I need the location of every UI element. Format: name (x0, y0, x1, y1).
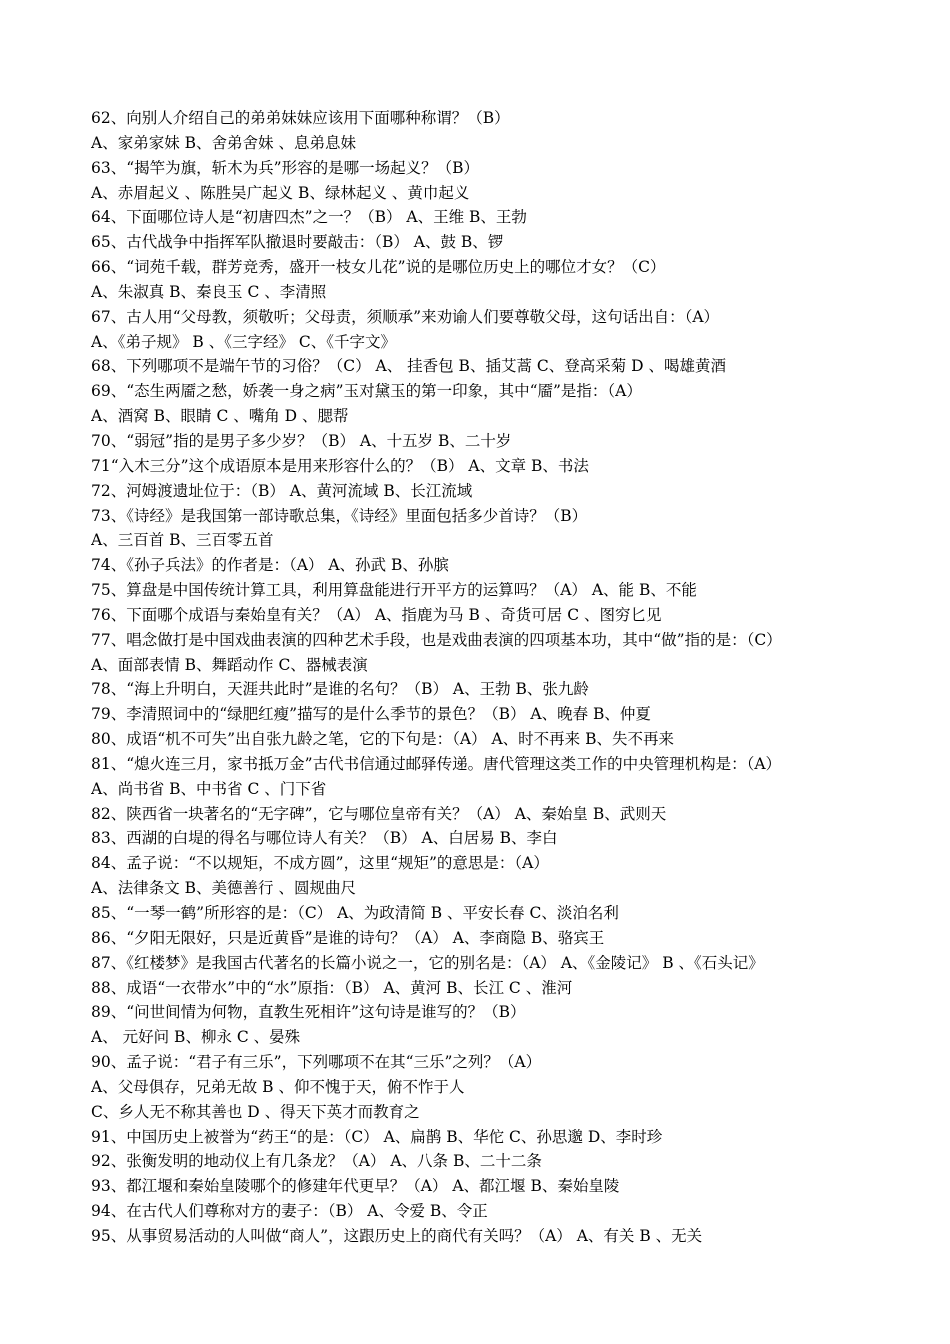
text-line: C、乡人无不称其善也 D 、得天下英才而教育之 (91, 1102, 420, 1121)
text-line: 94、在古代人们尊称对方的妻子：（B） A、令爱 B、令正 (91, 1202, 488, 1221)
text-line: 63、“揭竿为旗，斩木为兵”形容的是哪一场起义？（B） (91, 158, 479, 177)
text-line: A、赤眉起义 、陈胜吴广起义 B、绿林起义 、黄巾起义 (91, 183, 470, 202)
text-line: 74、《孙子兵法》的作者是：（A） A、孙武 B、孙膑 (91, 556, 449, 575)
text-line: 81、“熄火连三月，家书抵万金”古代书信通过邮驿传递。唐代管理这类工作的中央管理机构是：（A） (91, 754, 782, 773)
text-line: 88、成语“一衣带水”中的“水”原指：（B） A、黄河 B、长江 C 、淮河 (91, 978, 573, 997)
text-line: 69、“态生两靥之愁，娇袭一身之病”玉对黛玉的第一印象，其中“靥”是指：（A） (91, 382, 642, 401)
text-line: 80、成语“机不可失”出自张九龄之笔，它的下句是：（A） A、时不再来 B、失不再来 (91, 730, 674, 749)
text-line: 79、李清照词中的“绿肥红瘦”描写的是什么季节的景色？（B） A、晚春 B、仲夏 (91, 705, 651, 724)
text-line: 66、“词苑千载，群芳竞秀，盛开一枝女儿花”说的是哪位历史上的哪位才女？（C） (91, 258, 666, 277)
text-line: A、酒窝 B、眼睛 C 、嘴角 D 、腮帮 (91, 407, 349, 426)
text-line: A、尚书省 B、中书省 C 、门下省 (91, 779, 327, 798)
text-line: A、面部表情 B、舞蹈动作 C、器械表演 (91, 655, 368, 674)
text-line: 84、孟子说：“不以规矩，不成方圆”，这里“规矩”的意思是：（A） (91, 854, 549, 873)
text-line: 77、唱念做打是中国戏曲表演的四种艺术手段，也是戏曲表演的四项基本功，其中“做”指的是：（C） (91, 630, 782, 649)
text-line: 71“入木三分”这个成语原本是用来形容什么的？（B） A、文章 B、书法 (91, 456, 589, 475)
text-line: 62、向别人介绍自己的弟弟妹妹应该用下面哪种称谓？（B） (91, 109, 510, 127)
text-line: 75、算盘是中国传统计算工具，利用算盘能进行开平方的运算吗？（A） A、能 B、不能 (91, 581, 697, 600)
text-line: 95、从事贸易活动的人叫做“商人”，这跟历史上的商代有关吗？（A） A、有关 B 、无关 (91, 1226, 703, 1245)
text-line: 85、“一琴一鹤”所形容的是：（C） A、为政清简 B 、平安长春 C、淡泊名利 (91, 904, 619, 922)
text-line: 90、孟子说：“君子有三乐”，下列哪项不在其“三乐”之列？（A） (91, 1053, 542, 1072)
text-line: A、父母俱存，兄弟无故 B 、仰不愧于天，俯不怍于人 (91, 1077, 465, 1096)
text-line: 65、古代战争中指挥军队撤退时要敲击：（B） A、鼓 B、锣 (91, 233, 504, 252)
text-line: 82、陕西省一块著名的“无字碑”，它与哪位皇帝有关？（A） A、秦始皇 B、武则天 (91, 804, 667, 823)
text-line: 70、“弱冠”指的是男子多少岁？（B） A、十五岁 B、二十岁 (91, 431, 512, 450)
text-line: A、家弟家妹 B、舍弟舍妹 、息弟息妹 (91, 133, 356, 152)
text-line: A、三百首 B、三百零五首 (91, 531, 274, 550)
text-line: 89、“问世间情为何物，直教生死相许”这句诗是谁写的？（B） (91, 1003, 526, 1022)
text-line: 73、《诗经》是我国第一部诗歌总集，《诗经》里面包括多少首诗？（B） (91, 506, 588, 525)
text-line: 92、张衡发明的地动仪上有几条龙？（A） A、八条 B、二十二条 (91, 1152, 542, 1171)
text-line: A、 元好问 B、柳永 C 、晏殊 (91, 1028, 301, 1047)
text-line: 68、下列哪项不是端午节的习俗？（C） A、 挂香包 B、插艾蒿 C、登高采菊 D 、喝雄黄酒 (91, 357, 727, 376)
text-line: A、《弟子规》 B 、《三字经》 C、《千字文》 (91, 332, 396, 351)
text-line: 83、西湖的白堤的得名与哪位诗人有关？（B） A、白居易 B、李白 (91, 829, 558, 848)
text-line: A、法律条文 B、美德善行 、圆规曲尺 (91, 879, 356, 898)
text-line: A、朱淑真 B、秦良玉 C 、李清照 (91, 282, 327, 301)
text-line: 87、《红楼梦》是我国古代著名的长篇小说之一，它的别名是：（A） A、《金陵记》 B 、《石头记》 (91, 953, 764, 972)
text-line: 72、河姆渡遗址位于：（B） A、黄河流域 B、长江流域 (91, 481, 473, 500)
text-line: 78、“海上升明白，天涯共此时”是谁的名句？（B） A、王勃 B、张九龄 (91, 680, 589, 699)
text-line: 93、都江堰和秦始皇陵哪个的修建年代更早？（A） A、都江堰 B、秦始皇陵 (91, 1177, 620, 1196)
text-line: 64、下面哪位诗人是“初唐四杰”之一？（B） A、王维 B、王勃 (91, 208, 527, 227)
text-line: 86、“夕阳无限好，只是近黄昏”是谁的诗句？（A） A、李商隐 B、骆宾王 (91, 928, 605, 947)
text-line: 67、古人用“父母教，须敬听；父母责，须顺承”来劝谕人们要尊敬父母，这句话出自：（A） (91, 307, 720, 326)
quiz-text-body (91, 106, 891, 1249)
text-line: 91、中国历史上被誉为“药王“的是：（C） A、扁鹊 B、华佗 C、孙思邈 D、李时珍 (91, 1127, 663, 1146)
text-line: 76、下面哪个成语与秦始皇有关？（A） A、指鹿为马 B 、奇货可居 C 、图穷匕见 (91, 605, 662, 624)
